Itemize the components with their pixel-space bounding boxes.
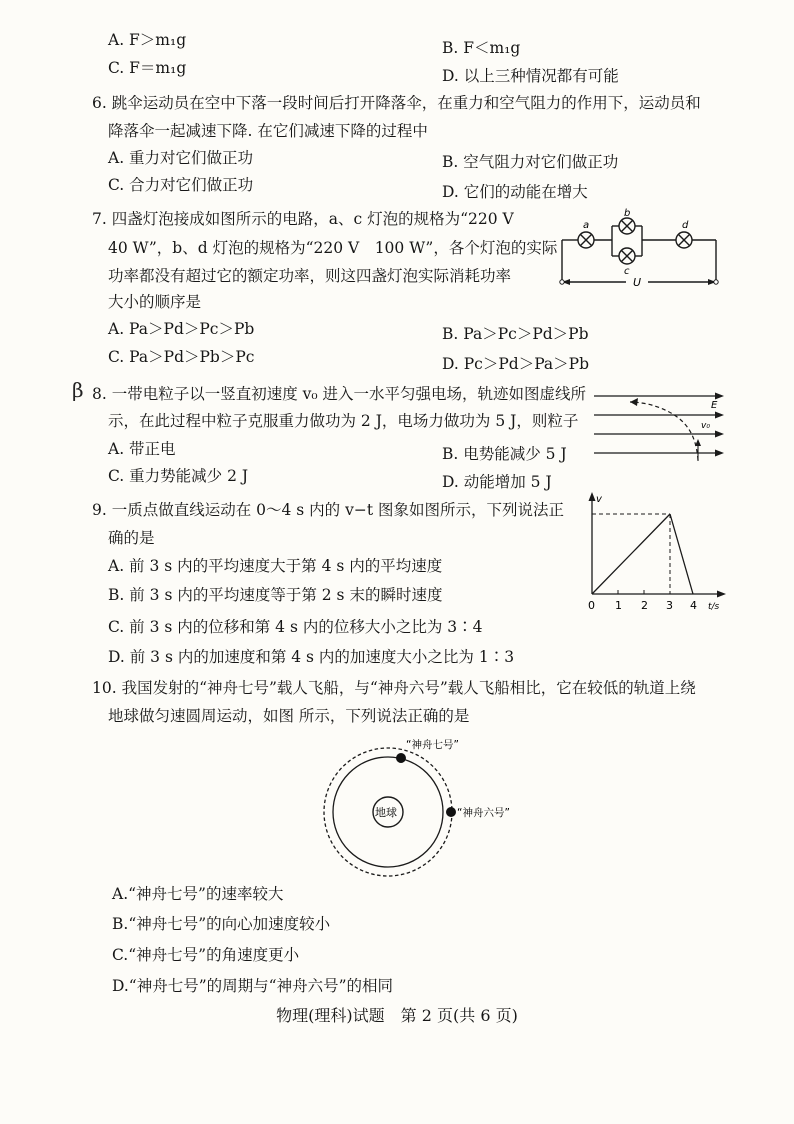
- q8-stem-line-2: 示，在此过程中粒子克服重力做功为 2 J，电场力做功为 5 J，则粒子: [108, 412, 579, 430]
- q6-option-a: A. 重力对它们做正功: [108, 149, 254, 167]
- q10-option-c: C.“神舟七号”的角速度更小: [112, 946, 300, 964]
- q6-option-c: C. 合力对它们做正功: [108, 176, 254, 194]
- q5-option-a: A. F＞m₁g: [108, 31, 187, 49]
- q9-stem-line-1: 9. 一质点做直线运动在 0～4 s 内的 v−t 图象如图所示，下列说法正: [92, 501, 565, 519]
- q7-circuit-diagram: [556, 208, 728, 294]
- q7-option-a: A. Pa＞Pd＞Pc＞Pb: [108, 320, 255, 338]
- q10-option-a: A.“神舟七号”的速率较大: [112, 885, 284, 903]
- q6-option-b: B. 空气阻力对它们做正功: [442, 153, 619, 171]
- q7-stem-line-2: 40 W”，b、d 灯泡的规格为“220 V 100 W”，各个灯泡的实际: [108, 239, 558, 257]
- q10-option-b: B.“神舟七号”的向心加速度较小: [112, 915, 331, 933]
- q7-stem-line-3: 功率都没有超过它的额定功率，则这四盏灯泡实际消耗功率: [108, 267, 512, 285]
- q7-label-d: d: [682, 220, 689, 231]
- q7-stem-line-4: 大小的顺序是: [108, 293, 202, 311]
- q9-tick-4: 4: [690, 599, 697, 612]
- q9-option-d: D. 前 3 s 内的加速度和第 4 s 内的加速度大小之比为 1∶3: [108, 648, 515, 666]
- q8-label-v0: v₀: [701, 421, 710, 431]
- q9-option-c: C. 前 3 s 内的位移和第 4 s 内的位移大小之比为 3∶4: [108, 618, 483, 636]
- q7-label-a: a: [583, 220, 590, 231]
- q10-stem-line-2: 地球做匀速圆周运动，如图 所示，下列说法正确的是: [108, 707, 470, 725]
- q6-option-d: D. 它们的动能在增大: [442, 183, 588, 201]
- q8-option-b: B. 电势能减少 5 J: [442, 445, 567, 463]
- q9-tick-2: 2: [641, 599, 648, 612]
- q7-label-b: b: [624, 208, 631, 219]
- q6-stem-line-1: 6. 跳伞运动员在空中下落一段时间后打开降落伞，在重力和空气阻力的作用下，运动员和: [92, 94, 701, 112]
- page-footer: 物理(理科)试题 第 2 页(共 6 页): [276, 1006, 518, 1025]
- q8-option-c: C. 重力势能减少 2 J: [108, 467, 249, 485]
- q8-option-a: A. 带正电: [108, 440, 176, 458]
- q6-stem-line-2: 降落伞一起减速下降. 在它们减速下降的过程中: [108, 122, 428, 140]
- q9-ylabel: v: [596, 494, 602, 505]
- q9-vt-graph: [580, 490, 730, 616]
- q10-ship7-label: “神舟七号”: [406, 739, 459, 751]
- q9-option-b: B. 前 3 s 内的平均速度等于第 2 s 末的瞬时速度: [108, 586, 443, 604]
- q7-option-d: D. Pc＞Pd＞Pa＞Pb: [442, 355, 590, 373]
- q7-option-b: B. Pa＞Pc＞Pd＞Pb: [442, 325, 589, 343]
- q7-label-u: U: [633, 276, 642, 289]
- handwritten-mark: β: [72, 378, 84, 402]
- q10-earth-label: 地球: [375, 806, 397, 819]
- q8-option-d: D. 动能增加 5 J: [442, 473, 552, 491]
- q10-ship6-label: “神舟六号”: [457, 807, 510, 819]
- q9-tick-1: 1: [615, 599, 622, 612]
- q10-stem-line-1: 10. 我国发射的“神舟七号”载人飞船，与“神舟六号”载人飞船相比，它在较低的轨道上绕: [92, 679, 696, 697]
- q9-option-a: A. 前 3 s 内的平均速度大于第 4 s 内的平均速度: [108, 557, 443, 575]
- q9-xlabel: t/s: [708, 602, 720, 612]
- q8-field-diagram: [590, 384, 730, 466]
- q5-option-b: B. F＜m₁g: [442, 39, 521, 57]
- q10-orbit-diagram: [318, 728, 536, 878]
- q10-option-d: D.“神舟七号”的周期与“神舟六号”的相同: [112, 977, 393, 995]
- q5-option-c: C. F＝m₁g: [108, 59, 187, 77]
- q9-tick-0: 0: [588, 599, 595, 612]
- q7-label-c: c: [624, 266, 630, 277]
- q5-option-d: D. 以上三种情况都有可能: [442, 67, 619, 85]
- q8-label-e: E: [711, 400, 718, 411]
- q8-stem-line-1: 8. 一带电粒子以一竖直初速度 v₀ 进入一水平匀强电场，轨迹如图虚线所: [92, 385, 587, 403]
- q7-stem-line-1: 7. 四盏灯泡接成如图所示的电路，a、c 灯泡的规格为“220 V: [92, 210, 514, 228]
- q9-tick-3: 3: [666, 599, 673, 612]
- q9-stem-line-2: 确的是: [108, 529, 155, 547]
- q7-option-c: C. Pa＞Pd＞Pb＞Pc: [108, 348, 255, 366]
